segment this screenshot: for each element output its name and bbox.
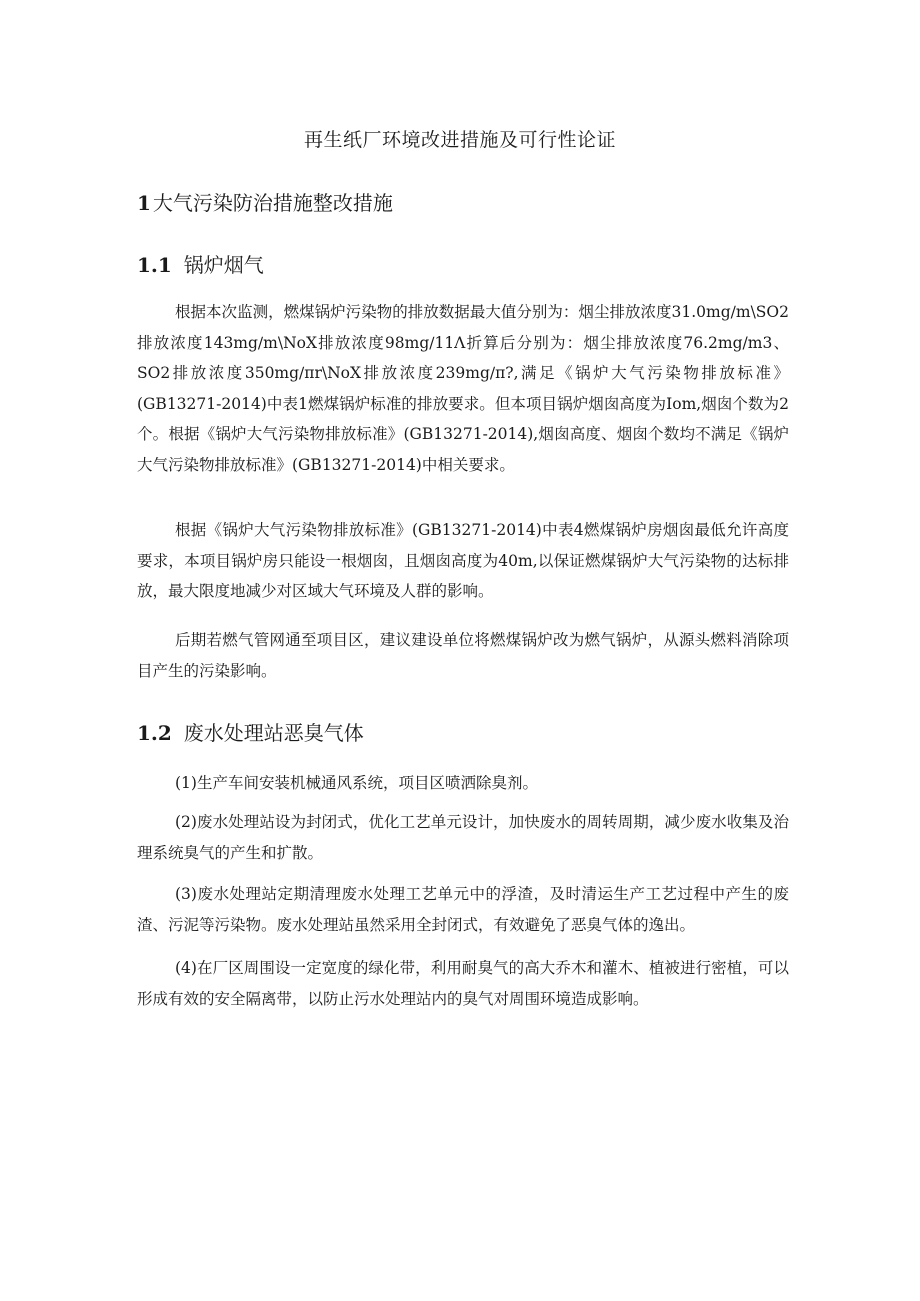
list-item-1: (1)生产车间安装机械通风系统，项目区喷洒除臭剂。 [175, 774, 538, 792]
section-1-number: 1 [137, 191, 151, 215]
section-1-1-heading [137, 249, 264, 278]
section-1-2-title: 废水处理站恶臭气体 [183, 721, 364, 745]
document-title: 再生纸厂环境改进措施及可行性论证 [303, 129, 616, 151]
section-1-1-title: 锅炉烟气 [183, 253, 264, 277]
paragraph-chimney-requirement: 根据《锅炉大气污染物排放标准》(GB13271-2014)中表4燃煤锅炉房烟囱最低允许高度要求，本项目锅炉房只能设一根烟囱，且烟囱高度为40m,以保证燃煤锅炉大气污染物的达标排放，最大限度地减少对区域大气环境及人群的影响。 [137, 521, 789, 600]
list-item-4: (4)在厂区周围设一定宽度的绿化带，利用耐臭气的高大乔木和灌木、植被进行密植，可以形成有效的安全隔离带，以防止污水处理站内的臭气对周围环境造成影响。 [137, 959, 789, 1008]
paragraph-gas-conversion: 后期若燃气管网通至项目区，建议建设单位将燃煤锅炉改为燃气锅炉，从源头燃料消除项目产生的污染影响。 [137, 631, 789, 680]
section-1-heading [137, 187, 393, 216]
section-1-2-number: 1.2 [137, 721, 172, 745]
paragraph-boiler-monitoring: 根据本次监测，燃煤锅炉污染物的排放数据最大值分别为：烟尘排放浓度31.0mg∕m\SO2排放浓度143mg∕m\NoX排放浓度98mg∕11Λ折算后分别为：烟尘排放浓度76.2mg/m3、SO2排放浓度350mg∕πr\NoX排放浓度239mg∕π?,满足《锅炉大气污染物排放标准》(GB13271-2014)中表1燃煤锅炉标准的排放要求。但本项目锅炉烟囱高度为Iom,烟囱个数为2个。根据《锅炉大气污染物排放标准》(GB13271-2014),烟囱高度、烟囱个数均不满足《锅炉大气污染物排放标准》(GB13271-2014)中相关要求。 [137, 303, 789, 474]
list-item-2: (2)废水处理站设为封闭式，优化工艺单元设计，加快废水的周转周期，减少废水收集及治理系统臭气的产生和扩散。 [137, 813, 789, 862]
section-1-1-number: 1.1 [137, 253, 172, 277]
list-item-3: (3)废水处理站定期清理废水处理工艺单元中的浮渣，及时清运生产工艺过程中产生的废渣、污泥等污染物。废水处理站虽然采用全封闭式，有效避免了恶臭气体的逸出。 [137, 885, 789, 934]
section-1-2-heading [137, 717, 364, 746]
section-1-title: 大气污染防治措施整改措施 [152, 191, 393, 215]
